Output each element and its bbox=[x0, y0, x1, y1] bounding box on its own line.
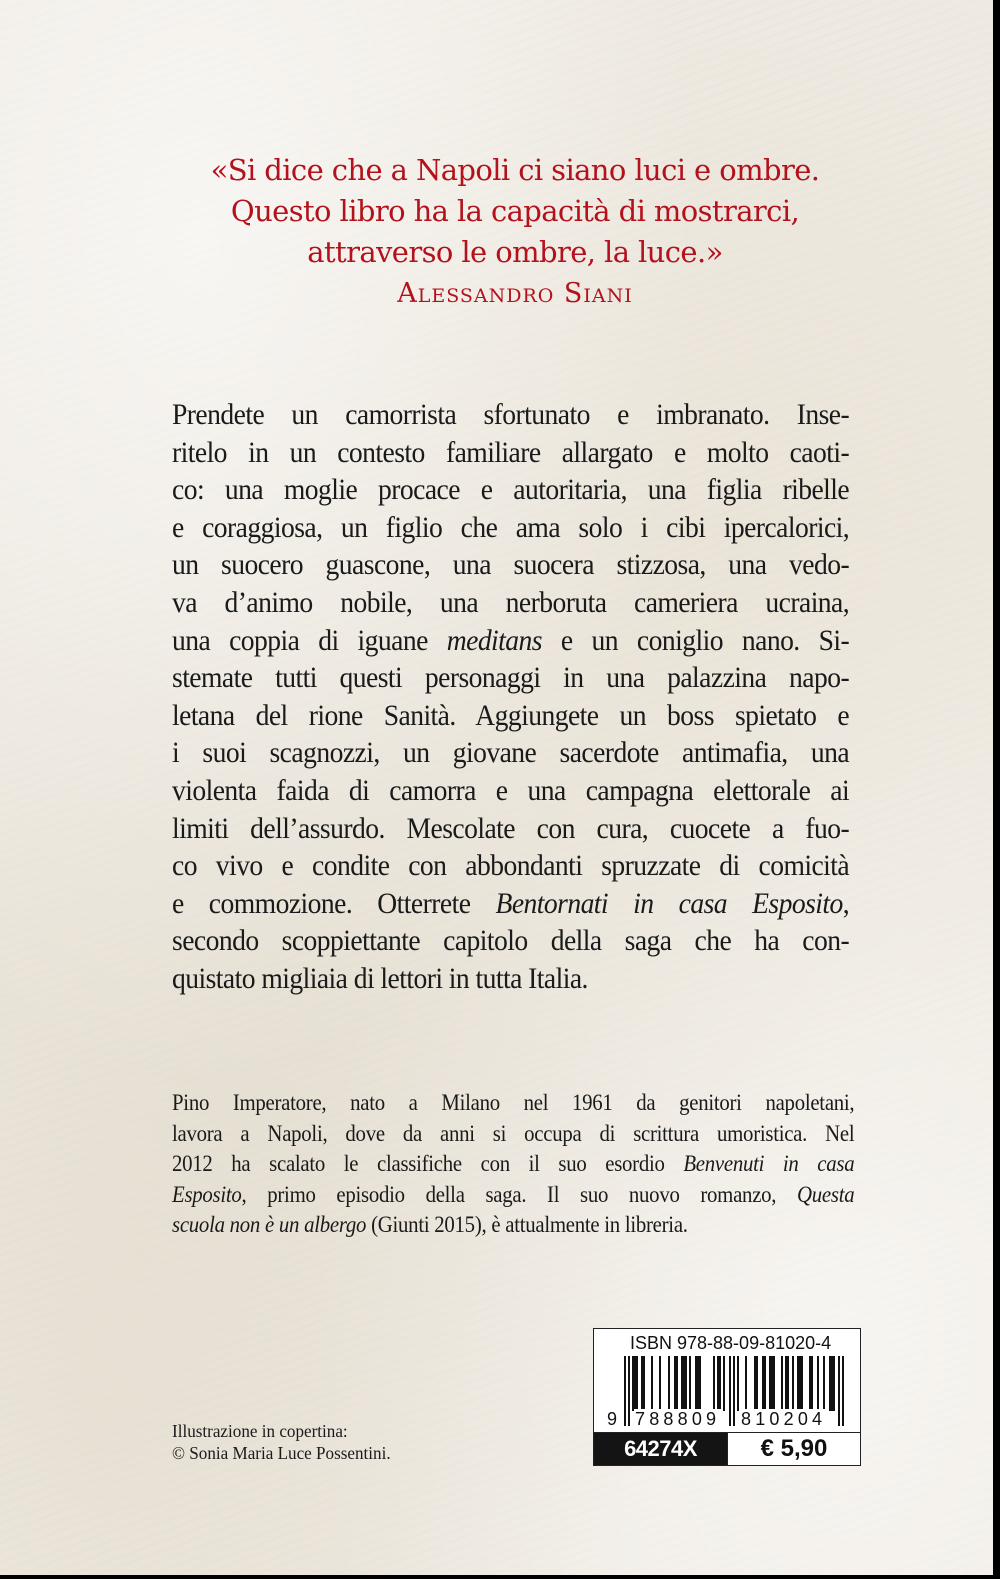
blurb-line: violenta faida di camorra e una campagna elettorale ai bbox=[172, 773, 850, 807]
bio-text: (Giunti 2015), è attualmente in libreria. bbox=[366, 1212, 688, 1237]
product-code: 64274X bbox=[594, 1433, 727, 1465]
blurb-line bbox=[172, 622, 849, 660]
blurb-italic-title: Bentornati in casa Esposito bbox=[495, 886, 843, 920]
blurb-line: secondo scoppiettante capitolo della saga che ha con- bbox=[172, 924, 850, 958]
barcode-right-digits: 810204 bbox=[741, 1409, 827, 1429]
bio-italic-title: scuola non è un albergo bbox=[172, 1212, 367, 1237]
quote-author: Alessandro Siani bbox=[397, 278, 633, 309]
bio-line bbox=[172, 1210, 854, 1241]
blurb-line: stemate tutti questi personaggi in una palazzina napo- bbox=[172, 661, 850, 695]
blurb-line: i suoi scagnozzi, un giovane sacerdote antimafia, una bbox=[172, 736, 850, 770]
credit-line: © Sonia Maria Luce Possentini. bbox=[172, 1443, 391, 1463]
blurb-text: e un coniglio nano. Si- bbox=[541, 623, 850, 657]
isbn-barcode-label bbox=[593, 1328, 861, 1466]
bio-line: lavora a Napoli, dove da anni si occupa di scrittura umoristica. Nel bbox=[172, 1120, 855, 1146]
bio-line bbox=[172, 1149, 854, 1180]
blurb-line: va d’animo nobile, una nerboruta cameriera ucraina, bbox=[172, 585, 850, 619]
barcode-lead-digit: 9 bbox=[607, 1409, 622, 1429]
bio-text: 2012 ha scalato le classifiche con il suo esordio bbox=[172, 1151, 684, 1176]
bio-text: , primo episodio della saga. Il suo nuovo romanzo, bbox=[241, 1181, 798, 1207]
quote-line: attraverso le ombre, la luce.» bbox=[307, 235, 723, 269]
blurb-italic: meditans bbox=[446, 623, 542, 657]
blurb-text: , bbox=[842, 886, 850, 920]
barcode-left-digits: 788809 bbox=[635, 1409, 721, 1429]
isbn-number: ISBN 978-88-09-81020-4 bbox=[630, 1333, 832, 1353]
blurb-line: co vivo e condite con abbondanti spruzzate di comicità bbox=[172, 849, 850, 883]
blurb-line: ritelo in un contesto familiare allargato e molto caoti- bbox=[172, 435, 850, 469]
bio-italic-title: Esposito bbox=[172, 1181, 242, 1207]
blurb-line: limiti dell’assurdo. Mescolate con cura, cuocete a fuo- bbox=[172, 811, 850, 845]
bio-line: Pino Imperatore, nato a Milano nel 1961 da genitori napoletani, bbox=[172, 1090, 855, 1115]
review-quote bbox=[150, 150, 880, 314]
blurb-line: un suocero guascone, una suocera stizzosa, una vedo- bbox=[172, 548, 850, 582]
quote-line: «Si dice che a Napoli ci siano luci e ombre. bbox=[210, 153, 820, 187]
quote-line: Questo libro ha la capacità di mostrarci, bbox=[230, 194, 800, 228]
blurb-line bbox=[172, 885, 849, 923]
bio-italic-title: Questa bbox=[797, 1181, 855, 1207]
blurb-line: Prendete un camorrista sfortunato e imbranato. Inse- bbox=[172, 398, 850, 431]
credit-line: Illustrazione in copertina: bbox=[172, 1421, 348, 1441]
price-row bbox=[594, 1432, 860, 1465]
cover-illustration-credit bbox=[172, 1420, 391, 1464]
bio-italic-title: Benvenuti in casa bbox=[683, 1151, 855, 1176]
price-label: € 5,90 bbox=[727, 1433, 860, 1465]
blurb-line: quistato migliaia di lettori in tutta Italia. bbox=[172, 961, 588, 995]
author-bio bbox=[172, 1088, 854, 1241]
blurb-text: e commozione. Otterrete bbox=[172, 886, 496, 920]
blurb-line: e coraggiosa, un figlio che ama solo i cibi ipercalorici, bbox=[172, 510, 850, 544]
blurb-line: letana del rione Sanità. Aggiungete un boss spietato e bbox=[172, 698, 850, 732]
blurb-text: una coppia di iguane bbox=[172, 623, 447, 657]
blurb-line: co: una moglie procace e autoritaria, una figlia ribelle bbox=[172, 473, 850, 507]
book-blurb bbox=[172, 396, 850, 998]
bio-line bbox=[172, 1180, 854, 1211]
